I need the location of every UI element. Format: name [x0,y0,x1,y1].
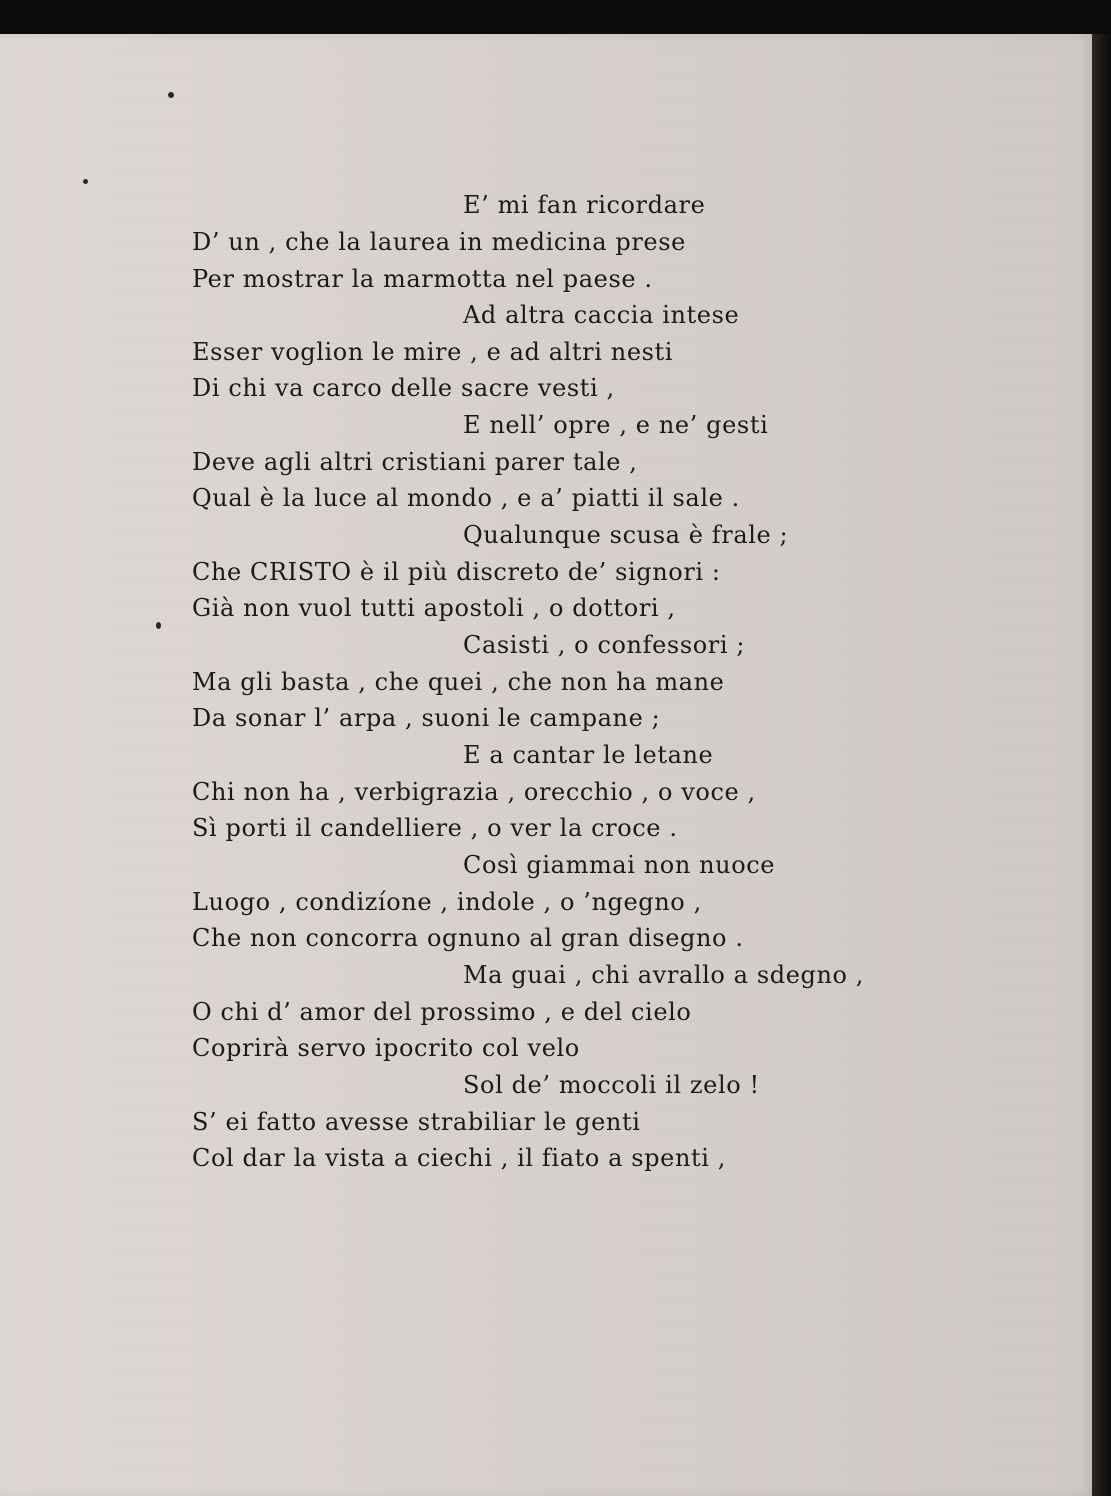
verse-line: Luogo , condizíone , indole , o ’ngegno , [192,888,702,916]
verse-line: Casisti , o confessori ; [463,631,746,659]
verse-line: Sì porti il candelliere , o ver la croce . [192,814,678,842]
verse-line: Così giammai non nuoce [463,851,776,879]
verse-line: Di chi va carco delle sacre vesti , [192,374,615,402]
verse-line: Ad altra caccia intese [463,301,740,329]
verse-line: D’ un , che la laurea in medicina prese [192,228,686,256]
verse-line: Col dar la vista a ciechi , il fiato a spenti , [192,1144,726,1172]
verse-line: Deve agli altri cristiani parer tale , [192,448,638,476]
verse-line: S’ ei fatto avesse strabiliar le genti [192,1108,641,1136]
verse-line: Qualunque scusa è frale ; [463,521,789,549]
verse-line: O chi d’ amor del prossimo , e del cielo [192,998,692,1026]
verse-line: Esser voglion le mire , e ad altri nesti [192,338,674,366]
verse-line: Da sonar l’ arpa , suoni le campane ; [192,704,661,732]
verse-line: Qual è la luce al mondo , e a’ piatti il sale . [192,484,740,512]
verse-line: Coprirà servo ipocrito col velo [192,1034,580,1062]
verse-line: E’ mi fan ricordare [463,191,706,219]
page-edge-shadow [1092,34,1111,1496]
verse-line: Per mostrar la marmotta nel paese . [192,265,653,293]
poem-text [0,34,1092,1496]
verse-line: Chi non ha , verbigrazia , orecchio , o voce , [192,778,756,806]
verse-line: E nell’ opre , e ne’ gesti [463,411,769,439]
paper-page [0,34,1092,1496]
verse-line: Che non concorra ognuno al gran disegno . [192,924,744,952]
verse-line: Ma gli basta , che quei , che non ha mane [192,668,725,696]
verse-line: E a cantar le letane [463,741,714,769]
verse-line: Che CRISTO è il più discreto de’ signori : [192,558,721,586]
verse-line: Ma guai , chi avrallo a sdegno , [463,961,865,989]
verse-line: Già non vuol tutti apostoli , o dottori , [192,594,676,622]
verse-line: Sol de’ moccoli il zelo ! [463,1071,760,1099]
